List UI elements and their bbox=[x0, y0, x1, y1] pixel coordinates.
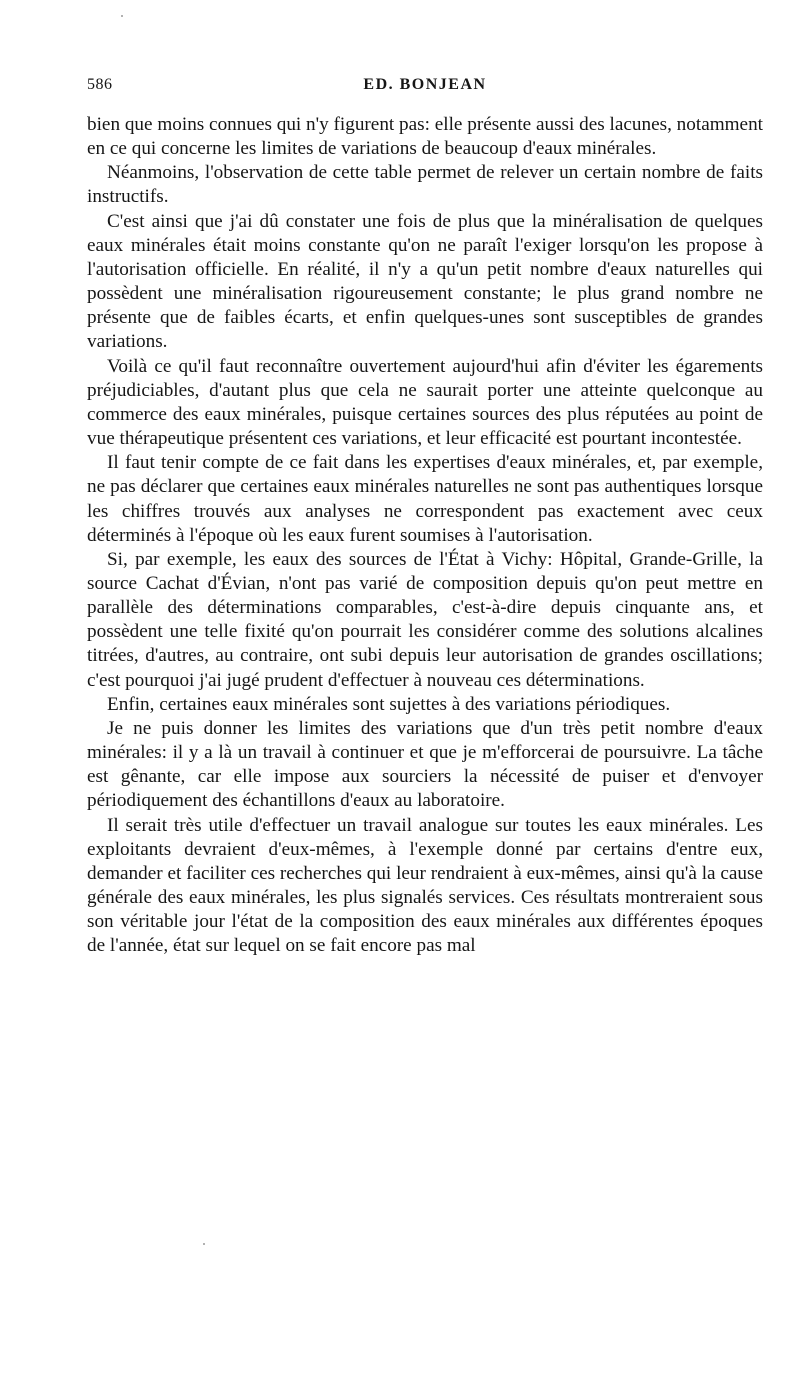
paragraph: Si, par exemple, les eaux des sources de l'État à Vichy: Hôpital, Grande-Grille, la source Cachat d'Évian, n'ont pas varié de composition depuis qu'on peut mettre en parallèle des déterminations comparables, c'est-à-dire depuis cinquante ans, et possèdent une telle fixité qu'on pourrait les considérer comme des solutions alcalines titrées, d'autres, au contraire, ont subi depuis leur autorisation de grandes oscillations; c'est pourquoi j'ai jugé prudent d'effectuer à nouveau ces déterminations. bbox=[87, 548, 763, 691]
body-text bbox=[87, 113, 763, 958]
paper-speck bbox=[203, 1243, 205, 1245]
paragraph: Voilà ce qu'il faut reconnaître ouvertement aujourd'hui afin d'éviter les égarements préjudiciables, d'autant plus que cela ne saurait porter une atteinte quelconque au commerce des eaux minérales, puisque certaines sources des plus réputées au point de vue thérapeutique présentent ces variations, et leur efficacité est pourtant incontestée. bbox=[87, 355, 763, 450]
paragraph: Il faut tenir compte de ce fait dans les expertises d'eaux minérales, et, par exemple, ne pas déclarer que certaines eaux minérales naturelles ne sont pas authentiques lorsque les chiffres trouvés aux analyses ne correspondent pas exactement avec ceux déterminés à l'époque où les eaux furent soumises à l'autorisation. bbox=[87, 452, 763, 546]
paragraph: Néanmoins, l'observation de cette table permet de relever un certain nombre de faits instructifs. bbox=[87, 162, 763, 208]
paragraph: Je ne puis donner les limites des variations que d'un très petit nombre d'eaux minérales: il y a là un travail à continuer et que je m'efforcerai de poursuivre. La tâche est gênante, car elle impose aux sourciers la nécessité de puiser et d'envoyer périodiquement des échantillons d'eaux au laboratoire. bbox=[87, 717, 763, 812]
paper-speck bbox=[121, 15, 123, 17]
paragraph: Enfin, certaines eaux minérales sont sujettes à des variations périodiques. bbox=[107, 693, 671, 715]
page-header bbox=[87, 76, 763, 102]
paragraph: bien que moins connues qui n'y figurent pas: elle présente aussi des lacunes, notamment en ce qui concerne les limites de variations de beaucoup d'eaux minérales. bbox=[87, 114, 763, 160]
paragraph: C'est ainsi que j'ai dû constater une fois de plus que la minéralisation de quelques eaux minérales était moins constante qu'on ne paraît l'exiger lorsqu'on les propose à l'autorisation officielle. En réalité, il n'y a qu'un petit nombre d'eaux naturelles qui possèdent une minéralisation rigoureusement constante; le plus grand nombre ne présente que de faibles écarts, et enfin quelques-unes sont susceptibles de grandes variations. bbox=[87, 210, 763, 353]
running-head: ED. BONJEAN bbox=[363, 76, 487, 93]
page-number: 586 bbox=[87, 76, 113, 93]
paragraph: Il serait très utile d'effectuer un travail analogue sur toutes les eaux minérales. Les exploitants devraient d'eux-mêmes, à l'exemple donné par certains d'entre eux, demander et faciliter ces recherches qui leur rendraient à eux-mêmes, ainsi qu'à la cause générale des eaux minérales, les plus signalés services. Ces résultats montreraient sous son véritable jour l'état de la composition des eaux minérales aux différentes époques de l'année, état sur lequel on se fait encore pas mal bbox=[87, 814, 763, 957]
